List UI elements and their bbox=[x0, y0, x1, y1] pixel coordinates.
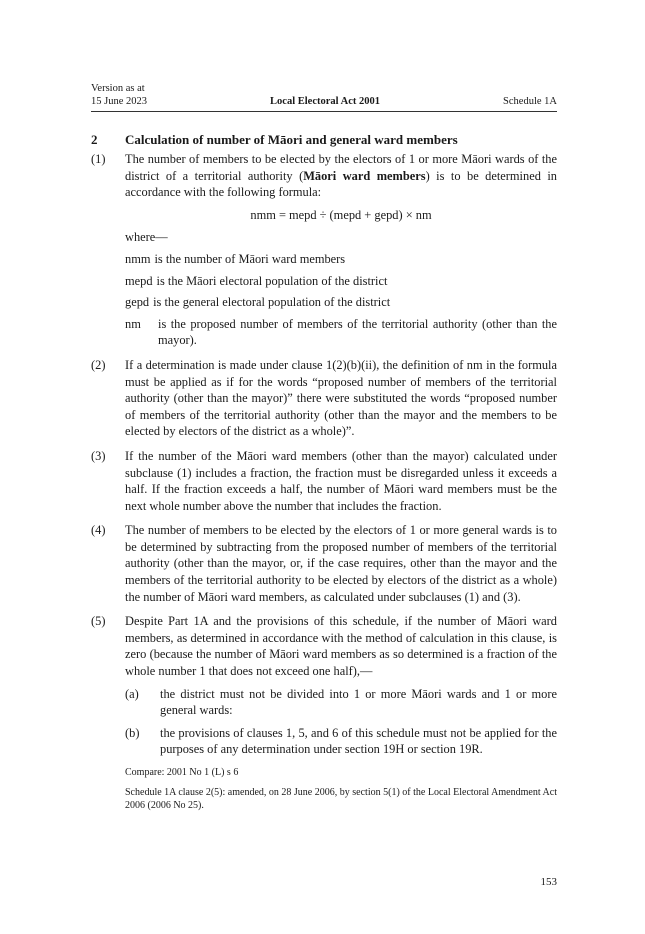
paragraph-b bbox=[125, 725, 557, 758]
act-title: Local Electoral Act 2001 bbox=[270, 96, 380, 107]
where-label: where— bbox=[125, 230, 168, 245]
subclause-4 bbox=[91, 522, 557, 605]
definition-text: is the number of Māori ward members bbox=[154, 251, 346, 266]
definition-term: nm bbox=[125, 316, 141, 331]
subclause-label: (2) bbox=[91, 357, 106, 372]
section-title: Calculation of number of Māori and general ward members bbox=[125, 132, 458, 147]
definition-text: is the Māori electoral population of the district bbox=[156, 273, 388, 288]
defined-term: Māori ward members bbox=[303, 168, 426, 183]
subclause-text: If a determination is made under clause 1(2)(b)(ii), the definition of nm in the formula must be applied as if for the words “proposed number of members of the territorial authority (other than the mayor)” there were substituted the words “proposed number of members of the territorial authority (other than the mayor and the members to be elected by electors of the district as a whole)”. bbox=[125, 357, 557, 439]
subclause-text: If the number of the Māori ward members (other than the mayor) calculated under subclause (1) includes a fraction, the fraction must be disregarded unless it exceeds a half. If the fraction exceeds a half, the number of Māori ward members must be the next whole number above the number that includes the fraction. bbox=[125, 448, 557, 513]
subclause-label: (4) bbox=[91, 523, 106, 538]
section-body bbox=[91, 151, 557, 812]
paragraph-label: (b) bbox=[125, 725, 140, 740]
compare-note: Compare: 2001 No 1 (L) s 6 bbox=[125, 767, 239, 778]
subclause-5 bbox=[91, 613, 557, 758]
section-number: 2 bbox=[91, 132, 98, 147]
subclause-label: (5) bbox=[91, 614, 106, 629]
paragraph-text: the provisions of clauses 1, 5, and 6 of this schedule must not be applied for the purposes of any determination under section 19H or section 19R. bbox=[160, 725, 557, 757]
paragraph-text: the district must not be divided into 1 or more Māori wards and 1 or more general wards: bbox=[160, 686, 557, 718]
subclause-3 bbox=[91, 448, 557, 514]
header-rule bbox=[91, 111, 557, 112]
text-after: ) is to be determined in accordance with the following formula: bbox=[125, 168, 557, 200]
definition-term: nmm bbox=[125, 251, 151, 266]
subclause-1 bbox=[91, 151, 557, 349]
subclause-label: (1) bbox=[91, 152, 106, 166]
history-note: Schedule 1A clause 2(5): amended, on 28 June 2006, by section 5(1) of the Local Electoral Amendment Act 2006 (2006 No 25). bbox=[125, 787, 557, 811]
definition-item bbox=[125, 273, 557, 290]
text-before: The number of members to be elected by the electors of 1 or more Māori wards of the district of a territorial authority ( bbox=[125, 152, 557, 183]
definition-term: gepd bbox=[125, 295, 150, 310]
page-number: 153 bbox=[540, 876, 557, 888]
definition-text: is the proposed number of members of the territorial authority (other than the mayor). bbox=[158, 316, 557, 348]
definition-item bbox=[125, 316, 557, 349]
definition-item bbox=[125, 251, 557, 268]
version-label: Version as at bbox=[91, 83, 145, 94]
definition-text: is the general electoral population of the district bbox=[153, 295, 391, 310]
version-date: 15 June 2023 bbox=[91, 96, 147, 107]
paragraph-label: (a) bbox=[125, 686, 139, 701]
definition-item bbox=[125, 294, 557, 311]
schedule-label: Schedule 1A bbox=[503, 96, 557, 107]
formula: nmm = mepd ÷ (mepd + gepd) × nm bbox=[250, 207, 432, 222]
subclause-text: The number of members to be elected by the electors of 1 or more general wards is to be determined by subtracting from the proposed number of members of the territorial authority (other than the mayor, or, if the case requires, other than the mayor and the members of the territorial authority to be elected by electors of the district as a whole) the number of Māori ward members, as calculated under subclauses (1) and (3). bbox=[125, 523, 557, 604]
subclause-2 bbox=[91, 357, 557, 440]
subclause-label: (3) bbox=[91, 448, 106, 463]
subclause-text bbox=[125, 151, 557, 201]
definition-term: mepd bbox=[125, 273, 153, 288]
subclause-text: Despite Part 1A and the provisions of this schedule, if the number of Māori ward members, as determined in accordance with the method of calculation in this clause, is zero (because the number of Māori ward members as so determined is a fraction of the whole number 1 that does not exceed one half),— bbox=[125, 614, 557, 679]
paragraph-a bbox=[125, 686, 557, 719]
running-header bbox=[91, 82, 557, 108]
